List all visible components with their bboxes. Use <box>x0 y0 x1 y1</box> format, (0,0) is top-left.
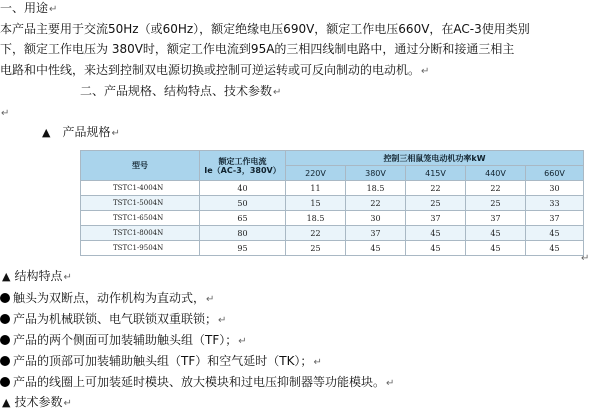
cell-power: 45 <box>406 241 466 256</box>
feature-item <box>0 290 214 308</box>
section-two-heading <box>80 83 281 101</box>
cell-power: 37 <box>346 226 406 241</box>
col-current-line1: 额定工作电流 <box>218 156 267 166</box>
cell-current: 65 <box>200 211 286 226</box>
voltage-header: 440V <box>466 166 526 181</box>
cell-power: 25 <box>406 196 466 211</box>
feature-item-text: 产品的顶部可加装辅助触头组（TF）和空气延时（TK）； <box>13 354 313 368</box>
tech-title <box>2 394 72 412</box>
voltage-header: 660V <box>526 166 584 181</box>
section-two-text: 二、产品规格、结构特点、技术参数 <box>80 84 273 98</box>
spec-title <box>42 124 120 142</box>
cell-power: 18.5 <box>346 181 406 196</box>
cell-power: 37 <box>406 211 466 226</box>
paragraph-mark-icon: ↵ <box>206 294 215 305</box>
cell-power: 45 <box>466 241 526 256</box>
cell-current: 95 <box>200 241 286 256</box>
cell-model: TSTC1-6504N <box>81 211 200 226</box>
feature-item <box>0 332 247 350</box>
feature-item-text: 产品为机械联锁、电气联锁双重联锁； <box>13 312 218 326</box>
cell-power: 45 <box>406 226 466 241</box>
table-end-mark <box>580 249 589 267</box>
round-bullet-icon <box>0 356 10 366</box>
paragraph-mark-icon: ↵ <box>313 357 322 368</box>
cell-power: 33 <box>526 196 584 211</box>
col-current-line2: Ie（AC-3，380V） <box>204 165 281 175</box>
cell-power: 45 <box>526 241 584 256</box>
heading-usage-text: 一、用途 <box>0 1 49 15</box>
paragraph-mark-icon: ↵ <box>63 398 72 409</box>
round-bullet-icon <box>0 314 10 324</box>
cell-power: 18.5 <box>286 211 346 226</box>
paragraph-mark-icon: ↵ <box>218 315 227 326</box>
feature-item <box>0 353 322 371</box>
col-model-header: 型号 <box>81 151 200 181</box>
cell-power: 45 <box>346 241 406 256</box>
triangle-bullet-icon: ▲ <box>42 126 51 139</box>
paragraph-mark-icon: ↵ <box>63 272 72 283</box>
usage-line-2: 下，额定工作电压为 380V时，额定工作电流到95A的三相四线制电路中，通过分断和接通三相主 <box>0 42 515 56</box>
cell-model: TSTC1-4004N <box>81 181 200 196</box>
feature-item <box>0 311 226 329</box>
cell-power: 37 <box>466 211 526 226</box>
cell-power: 15 <box>286 196 346 211</box>
round-bullet-icon <box>0 377 10 387</box>
cell-model: TSTC1-5004N <box>81 196 200 211</box>
voltage-header: 220V <box>286 166 346 181</box>
voltage-header: 380V <box>346 166 406 181</box>
round-bullet-icon <box>0 335 10 345</box>
paragraph-mark-icon: ↵ <box>386 378 395 389</box>
cell-power: 45 <box>526 226 584 241</box>
cell-power: 30 <box>346 211 406 226</box>
feature-item-text: 产品的两个侧面可加装辅助触头组（TF）； <box>13 333 238 347</box>
triangle-bullet-icon: ▲ <box>2 396 11 409</box>
features-title <box>2 268 72 286</box>
paragraph-mark-icon: ↵ <box>111 128 120 139</box>
heading-usage <box>0 0 57 18</box>
cell-power: 22 <box>406 181 466 196</box>
tech-title-text: 技术参数 <box>14 395 63 409</box>
cell-power: 37 <box>526 211 584 226</box>
table-row <box>81 241 584 256</box>
cell-power: 25 <box>466 196 526 211</box>
cell-power: 25 <box>286 241 346 256</box>
cell-power: 22 <box>466 181 526 196</box>
usage-line-3-text: 电路和中性线，来达到控制双电源切换或控制可逆运转或可反向制动的电动机。 <box>0 63 421 77</box>
empty-line <box>0 104 9 122</box>
voltage-header: 415V <box>406 166 466 181</box>
paragraph-mark-icon: ↵ <box>581 253 590 264</box>
features-title-text: 结构特点 <box>14 269 63 283</box>
cell-power: 45 <box>466 226 526 241</box>
paragraph-mark-icon: ↵ <box>421 66 430 77</box>
feature-item <box>0 374 394 392</box>
table-header-row <box>81 151 584 166</box>
usage-line-3 <box>0 62 429 80</box>
col-power-header: 控制三相鼠笼电动机功率kW <box>286 151 584 166</box>
feature-item-text: 触头为双断点，动作机构为直动式， <box>13 291 206 305</box>
table-row <box>81 226 584 241</box>
cell-current: 50 <box>200 196 286 211</box>
cell-current: 80 <box>200 226 286 241</box>
spec-title-text: 产品规格 <box>62 125 111 139</box>
cell-power: 30 <box>526 181 584 196</box>
paragraph-mark-icon: ↵ <box>273 87 282 98</box>
paragraph-mark-icon: ↵ <box>49 4 58 15</box>
cell-power: 22 <box>346 196 406 211</box>
cell-power: 22 <box>286 226 346 241</box>
cell-current: 40 <box>200 181 286 196</box>
cell-model: TSTC1-8004N <box>81 226 200 241</box>
col-current-header <box>200 151 286 181</box>
cell-power: 11 <box>286 181 346 196</box>
paragraph-mark-icon: ↵ <box>238 336 247 347</box>
triangle-bullet-icon: ▲ <box>2 270 11 283</box>
feature-item-text: 产品的线圈上可加装延时模块、放大模块和过电压抑制器等功能模块。 <box>13 375 386 389</box>
table-row <box>81 181 584 196</box>
table-row <box>81 211 584 226</box>
round-bullet-icon <box>0 293 10 303</box>
spec-table <box>80 150 584 256</box>
cell-model: TSTC1-9504N <box>81 241 200 256</box>
paragraph-mark-icon: ↵ <box>1 108 10 119</box>
usage-line-1: 本产品主要用于交流50Hz（或60Hz），额定绝缘电压690V，额定工作电压660V，在AC-3使用类别 <box>0 22 530 36</box>
table-row <box>81 196 584 211</box>
